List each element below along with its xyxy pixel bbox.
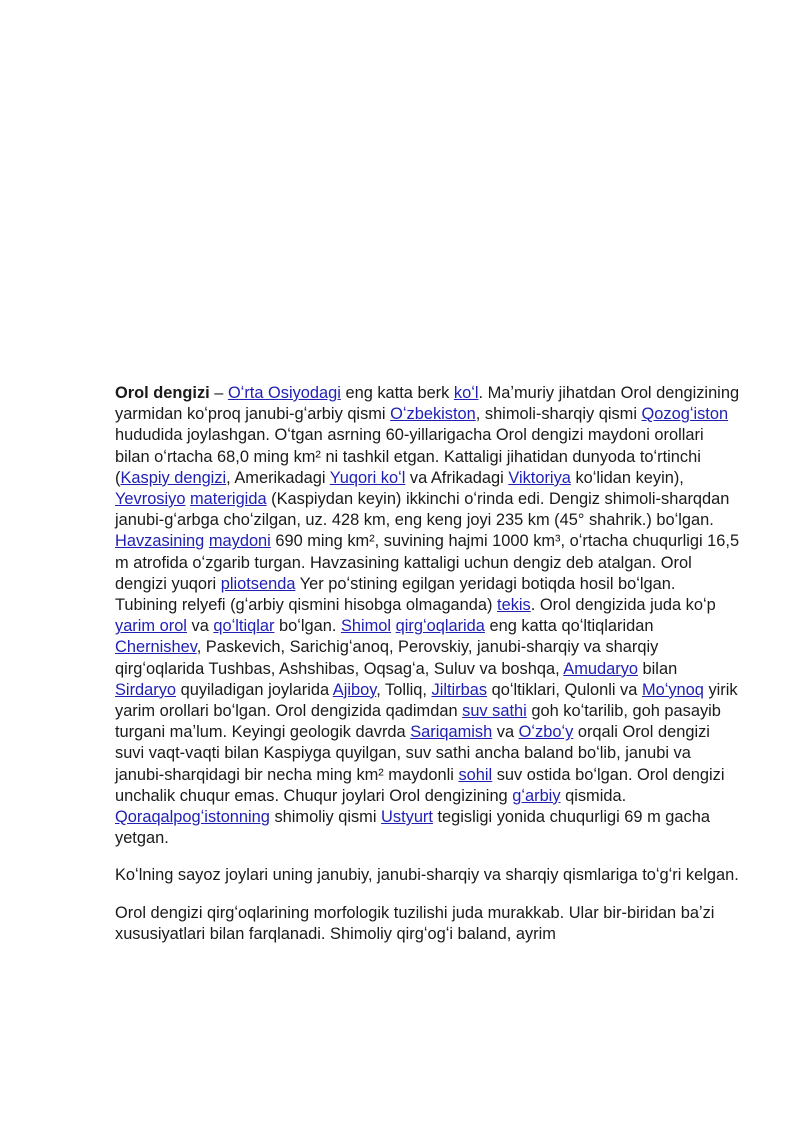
article-link[interactable]: Sariqamish [410,723,493,742]
article-link[interactable]: Havzasining [115,532,205,551]
article-link[interactable]: Yuqori koʻl [329,468,406,487]
article-link[interactable]: Ajiboy [332,680,377,699]
paragraph-intro [115,383,741,849]
article-link[interactable]: Shimol [340,617,392,636]
article-link[interactable]: yarim orol [115,617,187,636]
text-run: suv ostida boʻlgan. Orol dengizi unchalik chuqur emas. Chuqur joylari Orol dengizining [115,765,725,805]
text-run: yirik yarim orollari boʻlgan. Orol dengizida qadimdan [115,680,738,721]
article-link[interactable]: koʻl [453,384,479,402]
article-link[interactable]: Kaspiy dengizi [120,468,227,487]
text-run: . Maʼmuriy jihatdan Orol dengizining yarmidan koʻproq janubi-gʻarbiy qismi [115,384,740,424]
article-link[interactable]: sohil [458,765,493,784]
text-run: , Tolliq, [376,680,432,699]
text-run: tegisligi yonida chuqurligi 69 m gacha yetgan. [115,808,710,848]
text-run: qismida. [560,786,627,805]
article-link[interactable]: Qozogʻiston [641,405,729,424]
text-run: (Kaspiydan keyin) ikkinchi oʻrinda edi. Dengiz shimoli-sharqdan janubi-gʻarbga choʻzilgan, uz. 428 km, eng keng joyi 235 km (45° shahrik.) boʻlgan. [115,490,730,530]
article-link[interactable]: maydoni [208,532,271,551]
paragraph-coast: Orol dengizi qirgʻoqlarining morfologik tuzilishi juda murakkab. Ular bir-biridan baʼzi xususiyatlari bilan farqlanadi. Shimoliy qirgʻogʻi baland, ayrim [115,903,715,943]
text-run: va Afrikadagi [405,468,509,487]
text-run: bilan [638,659,678,678]
article-link[interactable]: Jiltirbas [431,680,488,699]
text-run: orqali Orol dengizi suvi vaqt-vaqti bilan Kaspiyga quyilgan, suv sathi ancha baland boʻlib, janubi va janubi-sharqidagi bir necha ming km² maydonli [115,723,710,784]
text-run: , Amerikadagi [226,468,330,487]
article-link[interactable]: Oʻzboʻy [518,723,574,742]
article-body [115,383,741,961]
article-title-term: Orol dengizi [115,384,210,402]
text-run: hududida joylashgan. Oʻtgan asrning 60-yillarigacha Orol dengizi maydoni orollari bilan oʻrtacha 68,0 ming km² ni tashkil etgan. Kattaligi jihatidan dunyoda toʻrtinchi ( [115,426,704,487]
article-link[interactable]: Qoraqalpogʻistonning [115,808,270,827]
text-run: , Paskevich, Sarichigʻanoq, Perovskiy, janubi-sharqiy va sharqiy qirgʻoqlarida Tushbas, Ashshibas, Oqsagʻa, Suluv va boshqa, [115,638,659,678]
text-run: – [209,384,228,402]
text-run: shimoliy qismi [269,808,382,827]
article-link[interactable]: Ustyurt [381,808,433,827]
text-run: eng katta qoʻltiqlaridan [484,617,654,636]
article-link[interactable]: pliotsenda [220,574,296,593]
article-link[interactable]: qirgʻoqlarida [395,617,485,636]
text-run: goh koʻtarilib, goh pasayib turgani maʼlum. Keyingi geologik davrda [115,702,721,742]
text-run: va [492,723,519,742]
text-run: 690 ming km², suvining hajmi 1000 km³, oʻrtacha chuqurligi 16,5 m atrofida oʻzgarib turgan. Havzasining kattaligi uchun dengiz deb atalgan. Orol dengizi yuqori [115,532,740,593]
article-link[interactable]: Moʻynoq [641,680,704,699]
text-run: qoʻltiklari, Qulonli va [487,680,642,699]
article-link[interactable]: Sirdaryo [115,680,177,699]
article-link[interactable]: suv sathi [462,702,527,721]
article-link[interactable]: qoʻltiqlar [213,617,275,636]
text-run: boʻlgan. [274,617,341,636]
text-run: quyiladigan joylarida [176,680,333,699]
text-run: va [186,617,214,636]
text-run: . Orol dengizida juda koʻp [530,596,716,615]
text-run: eng katta berk [340,384,454,402]
text-run: koʻlidan keyin), [570,468,684,487]
article-link[interactable]: Amudaryo [563,659,638,678]
article-link[interactable]: Oʻrta Osiyodagi [227,384,341,402]
text-run: Yer poʻstining egilgan yeridagi botiqda hosil boʻlgan. Tubining relyefi (gʻarbiy qismini hisobga olmaganda) [115,574,676,615]
article-link[interactable]: gʻarbiy [512,786,561,805]
article-link[interactable]: Chernishev [115,638,197,657]
paragraph-shallows: Koʻlning sayoz joylari uning janubiy, janubi-sharqiy va sharqiy qismlariga toʻgʻri kelgan. [115,866,739,885]
article-link[interactable]: Viktoriya [508,468,571,487]
article-link[interactable]: materigida [190,490,267,509]
article-link[interactable]: Oʻzbekiston [390,405,476,424]
article-link[interactable]: Yevrosiyo [115,490,186,509]
text-run: , shimoli-sharqiy qismi [475,405,642,424]
article-link[interactable]: tekis [497,596,531,615]
